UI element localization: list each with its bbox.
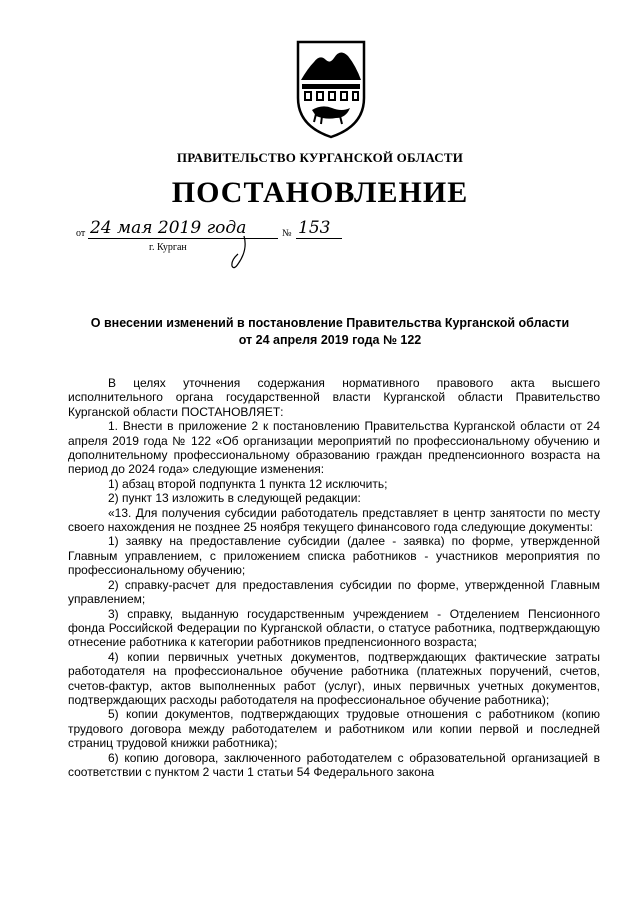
handwritten-signature [224,234,254,274]
document-subject [60,315,600,349]
coat-of-arms-emblem [292,38,370,140]
body-paragraph: 2) пункт 13 изложить в следующей редакции: [108,491,361,506]
body-paragraph: 5) копии документов, подтверждающих трудовые отношения с работником (копию трудового договора между работодателем и работником или копии первой и последней страниц трудовой книжки работника); [68,707,600,751]
government-name: ПРАВИТЕЛЬСТВО КУРГАНСКОЙ ОБЛАСТИ [176,150,464,165]
body-paragraph: 2) справку-расчет для предоставления субсидии по форме, утвержденной Главным управлением; [68,577,600,607]
date-prefix-label: от [76,228,86,239]
document-body [68,376,600,779]
body-paragraph: 4) копии первичных учетных документов, подтверждающих фактические затраты работодателя на профессиональное обучение работника (платежных поручений, счетов, счетов-фактур, актов выполненных работ (услуг), иных первичных учетных документов, подтверждающих расходы работодателя на профессиональное обучение работника); [68,649,600,707]
body-paragraph: «13. Для получения субсидии работодатель представляет в центр занятости по месту своего нахождения не позднее 25 ноября текущего финансового года следующие документы: [68,505,600,535]
body-paragraph: В целях уточнения содержания нормативного правового акта высшего исполнительного органа государственной власти Курганской области Правительство Курганской области ПОСТАНОВЛЯЕТ: [68,376,600,419]
city-label: г. Курган [149,242,187,253]
number-prefix-label: № [282,228,292,239]
number-underline [296,238,342,239]
number-handwritten: 153 [298,218,331,238]
body-paragraph: 1) абзац второй подпункта 1 пункта 12 исключить; [108,476,388,491]
body-paragraph: 6) копию договора, заключенного работодателем с образовательной организацией в соответствии с пунктом 2 части 1 статьи 54 Федерального закона [68,750,600,779]
subject-line-1: О внесении изменений в постановление Правительства Курганской области [90,316,570,330]
body-paragraph: 1. Внести в приложение 2 к постановлению Правительства Курганской области от 24 апреля 2019 года № 122 «Об организации мероприятий по профессиональному обучению и дополнительному профессиональному образованию граждан предпенсионного возраста на период до 2024 года» следующие изменения: [68,419,600,477]
body-paragraph: 1) заявку на предоставление субсидии (далее - заявка) по форме, утвержденной Главным управлением, с приложением списка работников - участников мероприятия по профессиональному обучению; [68,534,600,578]
subject-line-2: от 24 апреля 2019 года № 122 [238,333,422,347]
body-paragraph: 3) справку, выданную государственным учреждением - Отделением Пенсионного фонда Российской Федерации по Курганской области, о статусе работника, подтверждающую отнесение работника к категории работников предпенсионного возраста; [68,606,600,650]
date-handwritten: 24 мая 2019 года [90,218,247,238]
document-type-title: ПОСТАНОВЛЕНИЕ [171,176,469,209]
